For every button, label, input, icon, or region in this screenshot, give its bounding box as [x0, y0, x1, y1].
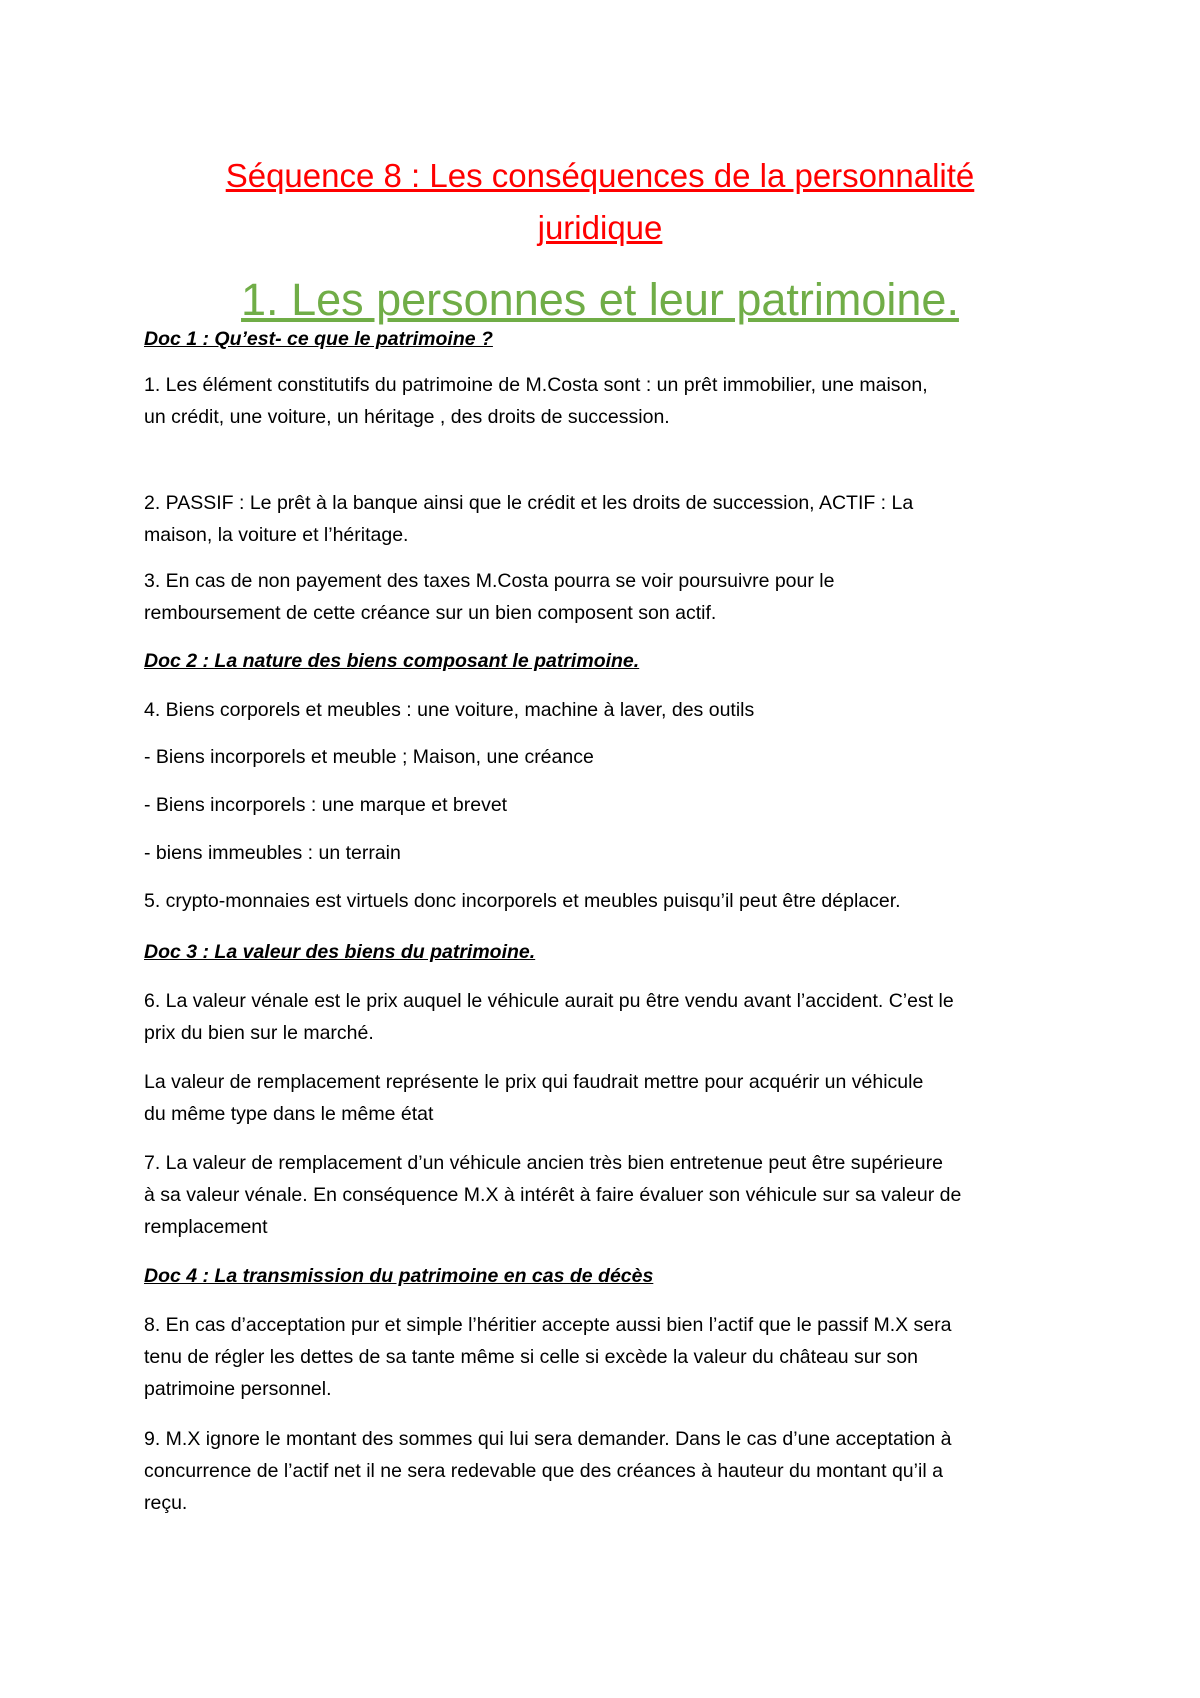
- doc3-answer-6: [144, 985, 1084, 1049]
- text-line: 6. La valeur vénale est le prix auquel le véhicule aurait pu être vendu avant l’accident. C’est le: [144, 990, 954, 1012]
- doc2-answer-4: 4. Biens corporels et meubles : une voiture, machine à laver, des outils: [144, 699, 755, 721]
- doc3-heading: Doc 3 : La valeur des biens du patrimoine.: [144, 941, 536, 963]
- doc4-heading: Doc 4 : La transmission du patrimoine en cas de décès: [144, 1265, 654, 1287]
- text-line: reçu.: [144, 1492, 188, 1514]
- doc4-answer-8: [144, 1309, 1084, 1405]
- text-line: un crédit, une voiture, un héritage , des droits de succession.: [144, 406, 670, 428]
- page-title-line-1: Séquence 8 : Les conséquences de la personnalité: [225, 157, 975, 194]
- section-title: 1. Les personnes et leur patrimoine.: [241, 274, 959, 325]
- text-line: patrimoine personnel.: [144, 1378, 332, 1400]
- doc3-answer-7: [144, 1147, 1084, 1243]
- doc2-heading: Doc 2 : La nature des biens composant le patrimoine.: [144, 650, 640, 672]
- text-line: 9. M.X ignore le montant des sommes qui lui sera demander. Dans le cas d’une acceptation à: [144, 1428, 952, 1450]
- text-line: tenu de régler les dettes de sa tante même si celle si excède la valeur du château sur son: [144, 1346, 918, 1368]
- text-line: du même type dans le même état: [144, 1103, 434, 1125]
- text-line: remboursement de cette créance sur un bien composent son actif.: [144, 602, 717, 624]
- doc4-answer-9: [144, 1423, 1084, 1519]
- page-title: [130, 150, 1070, 254]
- text-line: à sa valeur vénale. En conséquence M.X à intérêt à faire évaluer son véhicule sur sa valeur de: [144, 1184, 962, 1206]
- text-line: 2. PASSIF : Le prêt à la banque ainsi que le crédit et les droits de succession, ACTIF : La: [144, 492, 914, 514]
- text-line: 1. Les élément constitutifs du patrimoine de M.Costa sont : un prêt immobilier, une maison,: [144, 374, 928, 396]
- doc2-bullet-1: - Biens incorporels et meuble ; Maison, une créance: [144, 746, 594, 768]
- doc2-bullet-3: - biens immeubles : un terrain: [144, 842, 401, 864]
- text-line: remplacement: [144, 1216, 268, 1238]
- text-line: maison, la voiture et l’héritage.: [144, 524, 409, 546]
- doc1-answer-1: [144, 369, 1084, 433]
- doc1-heading: Doc 1 : Qu’est- ce que le patrimoine ?: [144, 328, 493, 350]
- page-title-line-2: juridique: [537, 209, 663, 246]
- doc1-answer-3: [144, 565, 1084, 629]
- text-line: prix du bien sur le marché.: [144, 1022, 374, 1044]
- doc2-answer-5: 5. crypto-monnaies est virtuels donc incorporels et meubles puisqu’il peut être déplacer.: [144, 890, 901, 912]
- text-line: 7. La valeur de remplacement d’un véhicule ancien très bien entretenue peut être supérieure: [144, 1152, 943, 1174]
- text-line: 8. En cas d’acceptation pur et simple l’héritier accepte aussi bien l’actif que le passif M.X sera: [144, 1314, 952, 1336]
- text-line: La valeur de remplacement représente le prix qui faudrait mettre pour acquérir un véhicule: [144, 1071, 924, 1093]
- doc3-replacement-value: [144, 1066, 1084, 1130]
- text-line: 3. En cas de non payement des taxes M.Costa pourra se voir poursuivre pour le: [144, 570, 835, 592]
- text-line: concurrence de l’actif net il ne sera redevable que des créances à hauteur du montant qu’il a: [144, 1460, 943, 1482]
- doc1-answer-2: [144, 487, 1084, 551]
- doc2-bullet-2: - Biens incorporels : une marque et brevet: [144, 794, 508, 816]
